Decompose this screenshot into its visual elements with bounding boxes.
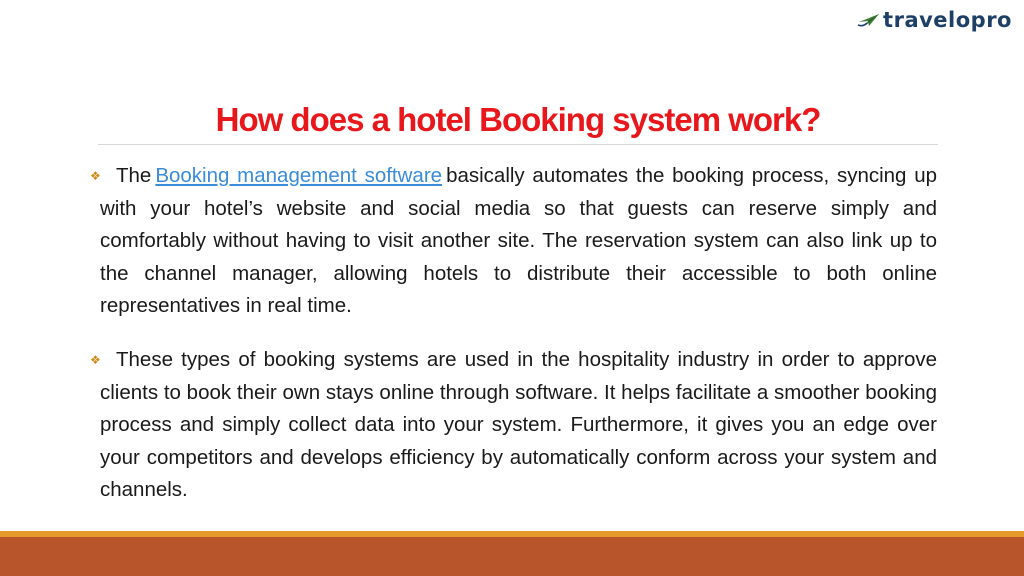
bullet-item (90, 160, 938, 323)
brand-logo (857, 6, 1012, 34)
bullet-text: These types of booking systems are used in the hospitality industry in order to approve clients to book their own stays online through software. It helps facilitate a smoother booking process and simply collect data into your system. Furthermore, it gives you an edge over your competitors and develops efficiency by automatically conform across your system and channels. (100, 347, 937, 502)
logo-text: travelopro (883, 7, 1012, 32)
bullet-item (90, 344, 937, 507)
title-divider (98, 144, 938, 145)
bullet-lead-text: The (116, 164, 152, 187)
slide-title: How does a hotel Booking system work? (215, 101, 821, 138)
diamond-bullet-icon: ❖ (90, 352, 101, 367)
footer-bar (0, 537, 1024, 576)
bullet-text: basically automates the booking process, syncing up with your hotel’s website and social media so that guests can reserve simply and comfortably without having to visit another site. The reservation system can also link up to the channel manager, allowing hotels to distribute their accessible to both online representatives in real time. (100, 164, 938, 318)
booking-software-link[interactable]: Booking management software (155, 164, 443, 187)
bullet-list (90, 160, 938, 507)
diamond-bullet-icon: ❖ (90, 169, 101, 183)
plane-logo-icon (857, 10, 881, 30)
